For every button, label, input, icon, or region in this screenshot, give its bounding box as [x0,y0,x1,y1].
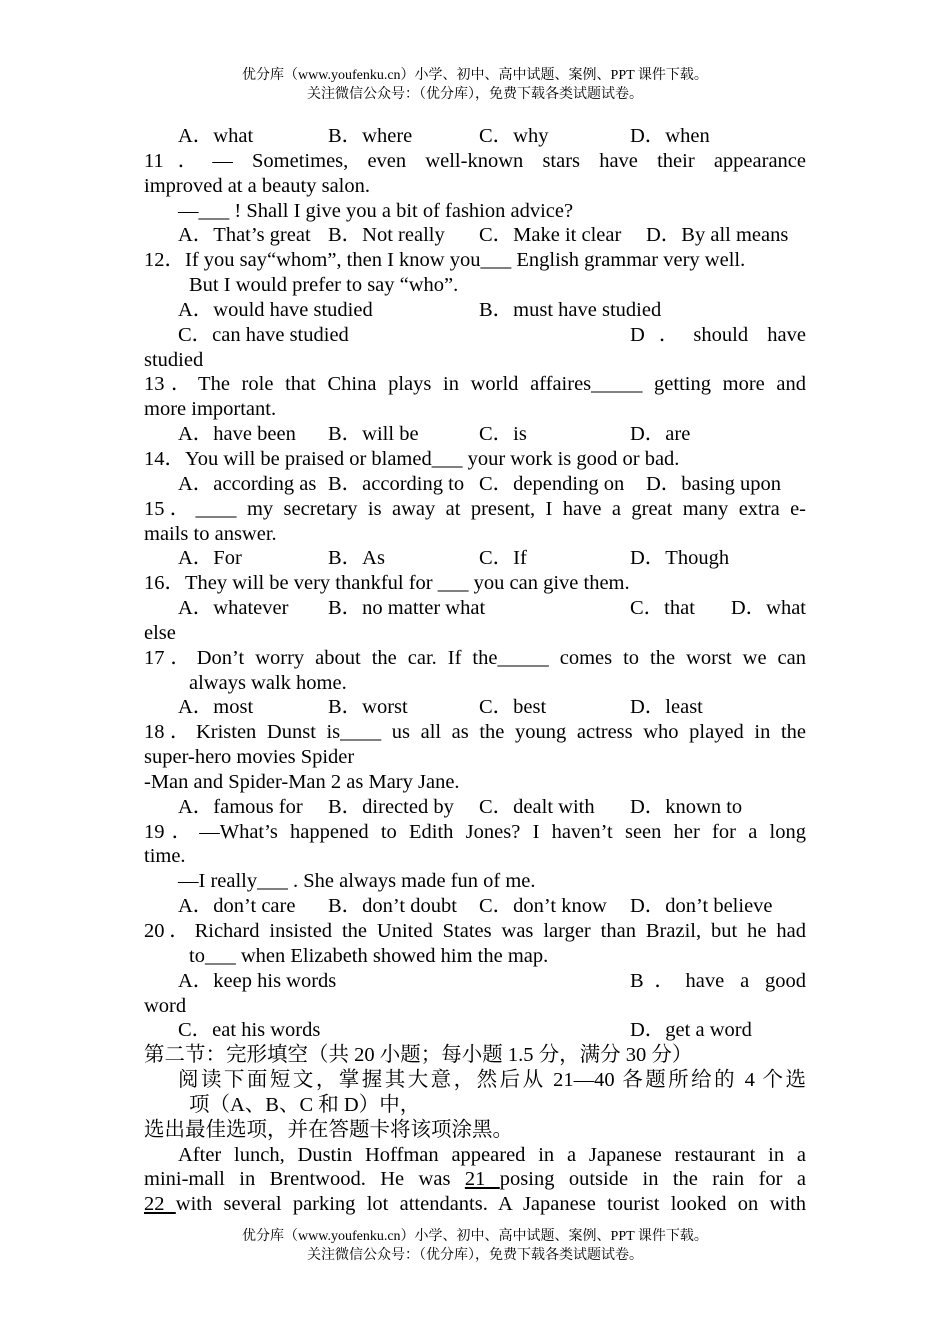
footer-line-2: 关注微信公众号：（优分库），免费下载各类试题试卷。 [307,1248,643,1263]
q18-options [144,795,806,820]
section2-title: 第二节：完形填空（共 20 小题；每小题 1.5 分，满分 30 分） [144,1044,693,1067]
q20-option-b-cont: word [144,994,187,1017]
q19-option-b[interactable]: B．don’t doubt [328,895,457,918]
q18-option-d[interactable]: D．known to [630,795,743,818]
q16-option-c[interactable]: C．that [630,597,695,620]
passage-line-1: After lunch, Dustin Hoffman appeared in a Japanese restaurant in a [178,1143,806,1166]
q15-option-d[interactable]: D．Though [630,547,730,570]
header-line-2: 关注微信公众号：（优分库），免费下载各类试题试卷。 [307,87,643,102]
q11-option-a[interactable]: A．That’s great [178,224,311,247]
q10-option-c[interactable]: C．why [479,125,549,147]
q19-reply: —I really___ . She always made fun of me. [178,870,536,893]
q12-stem-cont: But I would prefer to say “who”. [189,274,459,297]
q17-options [144,695,806,720]
q12-options-ab [144,298,806,323]
q12-option-d[interactable]: D．should have [630,323,806,346]
exam-content [144,124,806,1217]
q17-stem: 17．Don’t worry about the car. If the_____ comes to the worst we can [144,646,806,669]
q19-stem: 19．—What’s happened to Edith Jones? I haven’t seen her for a long [144,820,806,843]
q16-option-a[interactable]: A．whatever [178,597,289,620]
q12-option-d-cont: studied [144,348,204,371]
q12-option-a[interactable]: A．would have studied [178,298,373,321]
q14-option-c[interactable]: C．depending on [479,472,625,495]
passage-text: mini-mall in Brentwood. He was [144,1168,465,1191]
passage-text: posing outside in the rain for a [499,1168,806,1191]
q16-option-b[interactable]: B．no matter what [328,597,486,620]
q17-option-c[interactable]: C．best [479,696,547,719]
q19-option-c[interactable]: C．don’t know [479,895,607,918]
q12-option-c[interactable]: C．can have studied [178,323,349,346]
q20-option-c[interactable]: C．eat his words [178,1019,321,1042]
q13-stem-cont: more important. [144,398,277,421]
blank-22[interactable]: 22 [144,1193,176,1216]
section2-instruction-cont: 项（A、B、C 和 D）中， [189,1093,421,1116]
q13-option-a[interactable]: A．have been [178,423,296,446]
page-footer [0,1227,950,1265]
q20-options-cd [144,1018,806,1043]
q20-stem: 20．Richard insisted the United States was larger than Brazil, but he had [144,920,806,942]
q18-option-c[interactable]: C．dealt with [479,795,595,818]
q16-option-d[interactable]: D．what [730,597,806,620]
q14-option-b[interactable]: B．according to [328,472,465,495]
q11-option-b[interactable]: B．Not really [328,224,445,247]
q15-options [144,546,806,571]
q16-stem: 16．They will be very thankful for ___ you can give them. [144,572,630,595]
q18-option-b[interactable]: B．directed by [328,795,454,818]
q10-option-b[interactable]: B．where [328,125,413,147]
passage-line-2 [144,1167,806,1192]
q20-option-d[interactable]: D．get a word [630,1019,752,1042]
q17-option-b[interactable]: B．worst [328,696,408,719]
q14-option-d[interactable]: D．basing upon [646,472,781,495]
q13-option-b[interactable]: B．will be [328,423,419,446]
q11-option-d[interactable]: D．By all means [646,224,789,247]
q19-options [144,894,806,919]
q13-options [144,422,806,447]
footer-line-1: 优分库（www.youfenku.cn）小学、初中、高中试题、案例、PPT 课件下载。 [242,1229,708,1244]
q10-options [144,124,806,149]
q12-options-cd [144,323,806,348]
q19-option-a[interactable]: A．don’t care [178,895,296,918]
q10-option-d[interactable]: D．when [630,125,710,147]
section2-instruction-cont-2: 选出最佳选项，并在答题卡将该项涂黑。 [144,1118,513,1141]
q18-stem-cont: super-hero movies Spider [144,746,355,769]
q20-stem-cont: to___ when Elizabeth showed him the map. [189,944,549,967]
q16-options [144,596,806,621]
q13-stem: 13．The role that China plays in world affaires_____ getting more and [144,373,806,396]
page-header [0,66,950,104]
q13-option-c[interactable]: C．is [479,423,527,446]
q18-stem-cont-2: -Man and Spider-Man 2 as Mary Jane. [144,770,460,793]
section2-instruction: 阅读下面短文，掌握其大意，然后从 21—40 各题所给的 4 个选 [178,1069,806,1092]
q17-stem-cont: always walk home. [189,671,347,694]
q19-option-d[interactable]: D．don’t believe [630,895,773,918]
q11-stem: 11．— Sometimes, even well-known stars have their appearance [144,149,806,172]
blank-21[interactable]: 21 [464,1168,500,1191]
q14-stem: 14．You will be praised or blamed___ your work is good or bad. [144,447,680,470]
q15-option-b[interactable]: B．As [328,547,385,570]
q18-stem: 18．Kristen Dunst is____ us all as the young actress who played in the [144,721,806,744]
q14-options [144,472,806,497]
q11-reply: —___ ! Shall I give you a bit of fashion advice? [178,199,574,222]
q17-option-a[interactable]: A．most [178,696,254,719]
q15-stem: 15．____ my secretary is away at present, I have a great many extra e- [144,497,806,520]
q20-option-b[interactable]: B．have a good [630,969,806,992]
q11-options [144,223,806,248]
q20-options-ab [144,969,806,994]
q19-stem-cont: time. [144,845,186,868]
q20-option-a[interactable]: A．keep his words [178,969,337,992]
q12-option-b[interactable]: B．must have studied [479,298,662,321]
q15-stem-cont: mails to answer. [144,522,277,545]
header-line-1: 优分库（www.youfenku.cn）小学、初中、高中试题、案例、PPT 课件下载。 [242,68,708,83]
q14-option-a[interactable]: A．according as [178,472,317,495]
q12-stem: 12．If you say“whom”, then I know you___ English grammar very well. [144,249,746,272]
q15-option-c[interactable]: C．If [479,547,527,570]
q11-option-c[interactable]: C．Make it clear [479,224,622,247]
q13-option-d[interactable]: D．are [630,423,691,446]
passage-text: with several parking lot attendants. A Japanese tourist looked on with [175,1193,807,1216]
q10-option-a[interactable]: A．what [178,125,254,147]
q17-option-d[interactable]: D．least [630,696,703,719]
passage-line-3 [144,1192,806,1217]
q16-option-d-cont: else [144,621,176,644]
q18-option-a[interactable]: A．famous for [178,795,303,818]
q15-option-a[interactable]: A．For [178,547,242,570]
q11-stem-cont: improved at a beauty salon. [144,174,371,197]
